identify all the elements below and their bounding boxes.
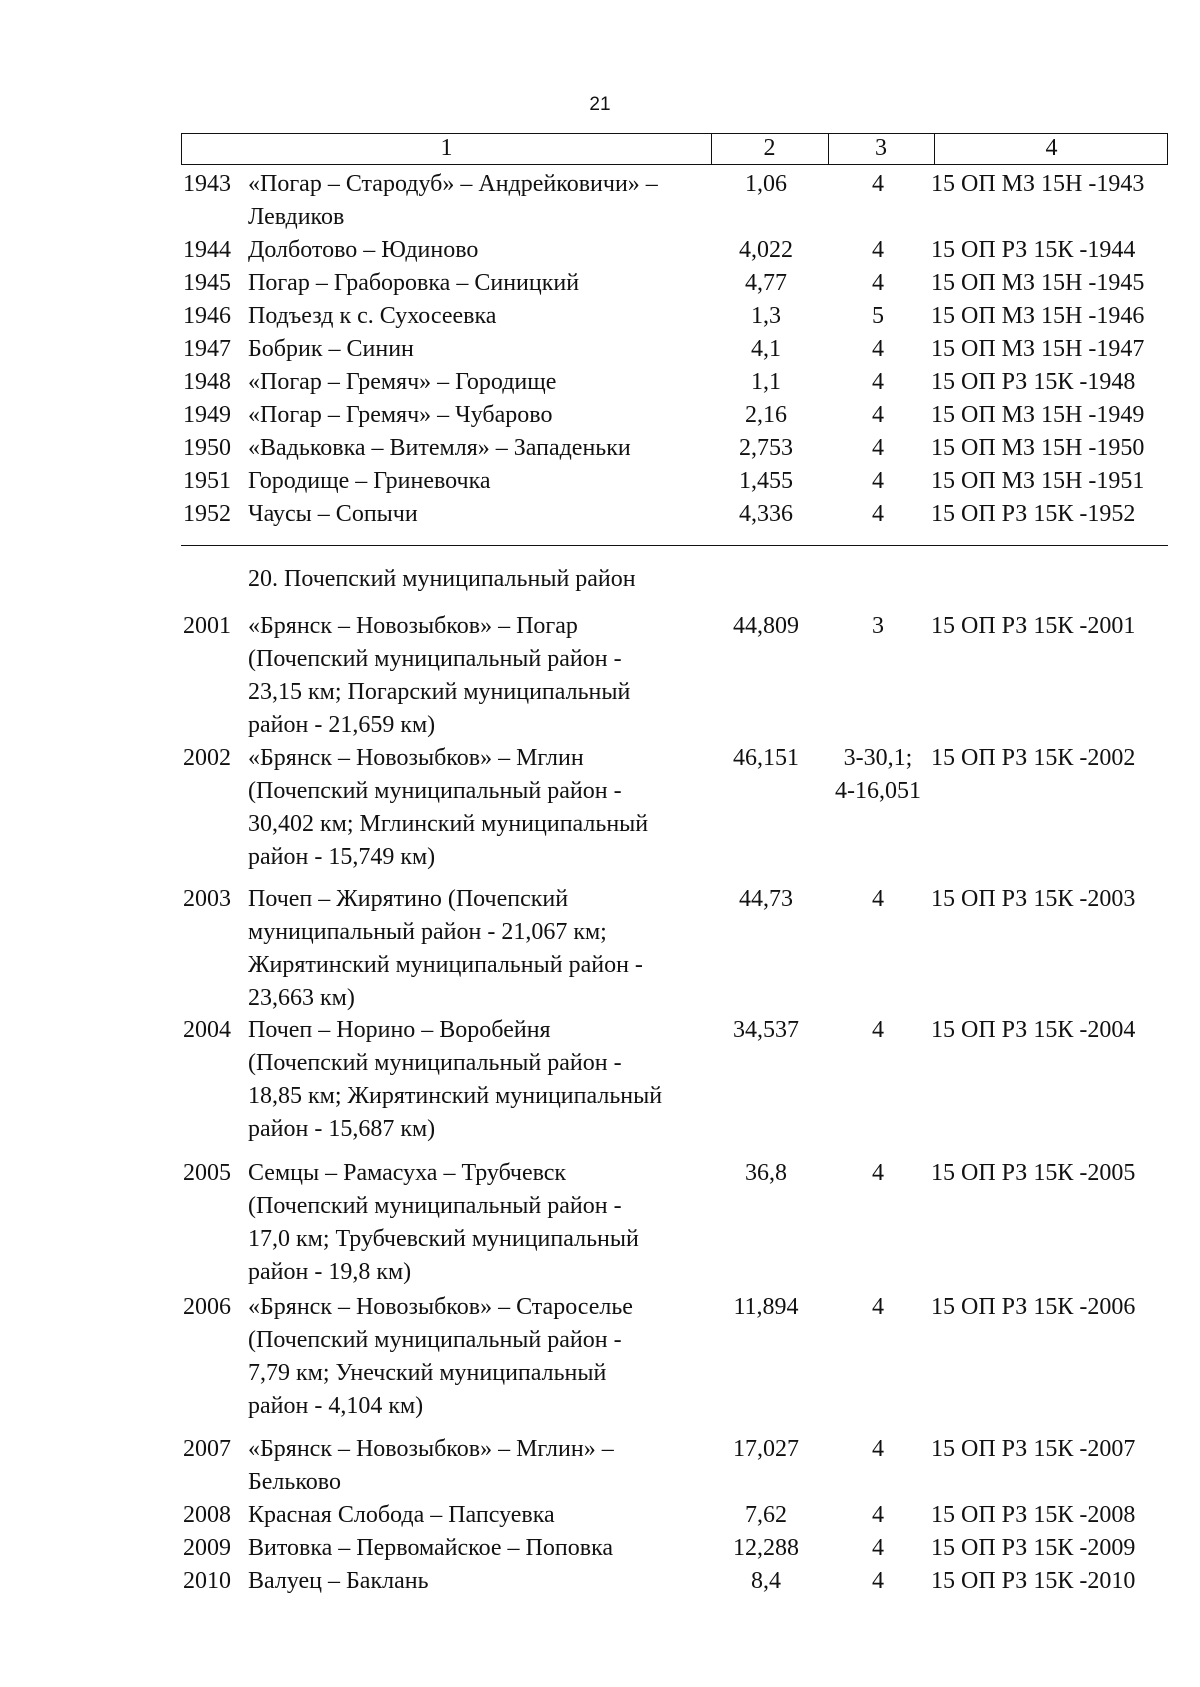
- road-number-line: 1943: [183, 171, 231, 197]
- road-category-line: 3-30,1;: [843, 745, 913, 771]
- road-number-line: 2002: [183, 745, 231, 771]
- road-number-line: 2009: [183, 1535, 231, 1561]
- road-number: [183, 1565, 243, 1598]
- road-name-line: «Брянск – Новозыбков» – Староселье: [248, 1294, 633, 1320]
- road-category-line: 4: [872, 886, 884, 912]
- road-length: [700, 366, 832, 399]
- road-number: [183, 300, 243, 333]
- road-number: [183, 1014, 243, 1047]
- road-code-line: 15 ОП МЗ 15Н -1947: [931, 336, 1145, 362]
- road-length-line: 1,1: [751, 369, 781, 395]
- road-number: [183, 1291, 243, 1324]
- road-number: [183, 1433, 243, 1466]
- road-category: [822, 366, 934, 399]
- road-category: [822, 883, 934, 916]
- road-length-line: 8,4: [751, 1568, 781, 1594]
- header-col-2: 2: [763, 135, 776, 161]
- road-number: [183, 366, 243, 399]
- road-category: [822, 465, 934, 498]
- road-code-line: 15 ОП РЗ 15К -2003: [931, 886, 1136, 912]
- road-category-line: 4: [872, 1436, 884, 1462]
- road-length-line: 4,1: [751, 336, 781, 362]
- road-number: [183, 498, 243, 531]
- road-number-line: 2005: [183, 1160, 231, 1186]
- road-category-line: 4: [872, 501, 884, 527]
- road-length-line: 46,151: [733, 745, 799, 771]
- road-category: [822, 498, 934, 531]
- road-length: [700, 1565, 832, 1598]
- road-length-line: 12,288: [733, 1535, 799, 1561]
- road-number-line: 1952: [183, 501, 231, 527]
- road-category-line: 4: [872, 1294, 884, 1320]
- road-name-line: Почеп – Норино – Воробейня: [248, 1017, 551, 1043]
- road-code-line: 15 ОП МЗ 15Н -1949: [931, 402, 1145, 428]
- road-code: [931, 465, 1171, 498]
- road-length-line: 4,336: [739, 501, 793, 527]
- road-name-line: Долботово – Юдиново: [248, 237, 479, 263]
- road-name: [248, 742, 710, 874]
- road-code: [931, 742, 1171, 775]
- road-name-line: Левдиков: [248, 204, 345, 230]
- road-length: [700, 742, 832, 775]
- road-length-line: 1,06: [745, 171, 787, 197]
- road-code-line: 15 ОП РЗ 15К -2002: [931, 745, 1136, 771]
- road-category-line: 4: [872, 369, 884, 395]
- road-number-line: 1949: [183, 402, 231, 428]
- header-col-3: 3: [875, 135, 887, 161]
- road-number: [183, 465, 243, 498]
- road-category: [822, 1291, 934, 1324]
- road-code: [931, 1157, 1171, 1190]
- road-number: [183, 399, 243, 432]
- road-name-line: Подъезд к с. Сухосеевка: [248, 303, 497, 329]
- road-category-line: 3: [872, 613, 884, 639]
- road-length-line: 44,73: [739, 886, 793, 912]
- road-category: [822, 1532, 934, 1565]
- road-name-line: район - 4,104 км): [248, 1393, 424, 1419]
- road-length: [700, 168, 832, 201]
- road-name-line: 23,15 км; Погарский муниципальный: [248, 679, 631, 705]
- road-number-line: 1947: [183, 336, 231, 362]
- road-code-line: 15 ОП РЗ 15К -1944: [931, 237, 1136, 263]
- road-number: [183, 333, 243, 366]
- road-code: [931, 399, 1171, 432]
- road-length: [700, 465, 832, 498]
- road-code: [931, 883, 1171, 916]
- road-name: [248, 1499, 710, 1532]
- road-number: [183, 1157, 243, 1190]
- road-number: [183, 1532, 243, 1565]
- road-number: [183, 432, 243, 465]
- road-name: [248, 883, 710, 1015]
- road-number-line: 2006: [183, 1294, 231, 1320]
- road-name-line: «Погар – Гремяч» – Чубарово: [248, 402, 553, 428]
- road-category: [822, 1014, 934, 1047]
- road-name: [248, 234, 710, 267]
- road-number-line: 1951: [183, 468, 231, 494]
- road-number: [183, 883, 243, 916]
- road-name: [248, 465, 710, 498]
- road-name: [248, 1565, 710, 1598]
- road-name: [248, 1157, 710, 1289]
- road-code-line: 15 ОП МЗ 15Н -1950: [931, 435, 1145, 461]
- road-code: [931, 366, 1171, 399]
- road-code-line: 15 ОП РЗ 15К -2005: [931, 1160, 1136, 1186]
- road-length-line: 34,537: [733, 1017, 799, 1043]
- road-number: [183, 267, 243, 300]
- road-length: [700, 883, 832, 916]
- road-name-line: 30,402 км; Мглинский муниципальный: [248, 811, 649, 837]
- road-length-line: 17,027: [733, 1436, 799, 1462]
- road-length: [700, 498, 832, 531]
- road-length-line: 36,8: [745, 1160, 787, 1186]
- road-code-line: 15 ОП РЗ 15К -2004: [931, 1017, 1136, 1043]
- road-code-line: 15 ОП РЗ 15К -2009: [931, 1535, 1136, 1561]
- road-name-line: район - 21,659 км): [248, 712, 436, 738]
- road-code: [931, 234, 1171, 267]
- road-category-line: 5: [872, 303, 884, 329]
- road-code: [931, 1565, 1171, 1598]
- road-category: [822, 267, 934, 300]
- road-length: [700, 333, 832, 366]
- road-name: [248, 1014, 710, 1146]
- road-number-line: 2008: [183, 1502, 231, 1528]
- road-category-line: 4: [872, 171, 884, 197]
- road-code: [931, 1291, 1171, 1324]
- road-category-line: 4-16,051: [835, 778, 921, 804]
- road-name: [248, 1532, 710, 1565]
- road-length-line: 44,809: [733, 613, 799, 639]
- road-category-line: 4: [872, 1160, 884, 1186]
- road-code: [931, 432, 1171, 465]
- road-name: [248, 498, 710, 531]
- road-number: [183, 742, 243, 775]
- road-length: [700, 610, 832, 643]
- road-name-line: «Вадьковка – Витемля» – Западеньки: [248, 435, 631, 461]
- table-header: [181, 133, 1168, 165]
- road-number: [183, 610, 243, 643]
- road-code: [931, 498, 1171, 531]
- road-code: [931, 267, 1171, 300]
- road-category: [822, 1565, 934, 1598]
- road-category: [822, 399, 934, 432]
- road-name: [248, 168, 710, 234]
- road-name-line: муниципальный район - 21,067 км;: [248, 919, 607, 945]
- road-name-line: «Погар – Стародуб» – Андрейковичи» –: [248, 171, 658, 197]
- road-name: [248, 610, 710, 742]
- road-code-line: 15 ОП РЗ 15К -1948: [931, 369, 1136, 395]
- section-divider: [181, 545, 1168, 546]
- road-category-line: 4: [872, 402, 884, 428]
- road-code: [931, 1014, 1171, 1047]
- road-number-line: 2003: [183, 886, 231, 912]
- road-length-line: 1,455: [739, 468, 793, 494]
- road-number-line: 1944: [183, 237, 231, 263]
- road-name-line: Жирятинский муниципальный район -: [248, 952, 643, 978]
- road-name-line: Почеп – Жирятино (Почепский: [248, 886, 569, 912]
- road-length: [700, 234, 832, 267]
- road-name-line: Красная Слобода – Папсуевка: [248, 1502, 555, 1528]
- road-name-line: «Брянск – Новозыбков» – Погар: [248, 613, 578, 639]
- road-number-line: 2001: [183, 613, 231, 639]
- road-category: [822, 1433, 934, 1466]
- road-length: [700, 1532, 832, 1565]
- road-code: [931, 1499, 1171, 1532]
- road-category: [822, 1157, 934, 1190]
- road-name-line: 18,85 км; Жирятинский муниципальный: [248, 1083, 663, 1109]
- road-number-line: 1945: [183, 270, 231, 296]
- road-category: [822, 1499, 934, 1532]
- road-category: [822, 432, 934, 465]
- road-name-line: (Почепский муниципальный район -: [248, 1050, 622, 1076]
- road-length-line: 11,894: [733, 1294, 799, 1320]
- road-code: [931, 168, 1171, 201]
- road-code-line: 15 ОП МЗ 15Н -1946: [931, 303, 1145, 329]
- road-category: [822, 300, 934, 333]
- road-category: [822, 742, 934, 808]
- road-name-line: Витовка – Первомайское – Поповка: [248, 1535, 614, 1561]
- road-length-line: 1,3: [751, 303, 781, 329]
- road-code-line: 15 ОП МЗ 15Н -1945: [931, 270, 1145, 296]
- road-name-line: район - 15,749 км): [248, 844, 436, 870]
- road-length: [700, 300, 832, 333]
- road-name: [248, 267, 710, 300]
- road-code-line: 15 ОП РЗ 15К -2006: [931, 1294, 1136, 1320]
- road-number-line: 2004: [183, 1017, 231, 1043]
- road-name-line: Погар – Граборовка – Синицкий: [248, 270, 580, 296]
- road-code: [931, 1433, 1171, 1466]
- road-category-line: 4: [872, 1502, 884, 1528]
- road-name-line: Бельково: [248, 1469, 341, 1495]
- road-name-line: Бобрик – Синин: [248, 336, 414, 362]
- road-name-line: «Погар – Гремяч» – Городище: [248, 369, 557, 395]
- road-category-line: 4: [872, 336, 884, 362]
- road-code-line: 15 ОП МЗ 15Н -1951: [931, 468, 1145, 494]
- road-name-line: Городище – Гриневочка: [248, 468, 491, 494]
- road-number: [183, 234, 243, 267]
- road-name: [248, 1291, 710, 1423]
- road-length-line: 2,16: [745, 402, 787, 428]
- road-name: [248, 399, 710, 432]
- road-category: [822, 333, 934, 366]
- road-name-line: «Брянск – Новозыбков» – Мглин» –: [248, 1436, 614, 1462]
- road-name-line: район - 15,687 км): [248, 1116, 436, 1142]
- road-category-line: 4: [872, 1017, 884, 1043]
- road-length: [700, 432, 832, 465]
- road-name: [248, 1433, 710, 1499]
- road-number: [183, 168, 243, 201]
- road-category-line: 4: [872, 468, 884, 494]
- road-category: [822, 168, 934, 201]
- road-number-line: 2010: [183, 1568, 231, 1594]
- road-name: [248, 333, 710, 366]
- road-name-line: Чаусы – Сопычи: [248, 501, 418, 527]
- road-code-line: 15 ОП РЗ 15К -2001: [931, 613, 1136, 639]
- road-number-line: 1948: [183, 369, 231, 395]
- road-code-line: 15 ОП РЗ 15К -2010: [931, 1568, 1136, 1594]
- road-length-line: 4,022: [739, 237, 793, 263]
- road-category: [822, 610, 934, 643]
- road-length: [700, 267, 832, 300]
- road-category-line: 4: [872, 1535, 884, 1561]
- road-number-line: 1950: [183, 435, 231, 461]
- road-code: [931, 610, 1171, 643]
- road-code: [931, 333, 1171, 366]
- road-name-line: 23,663 км): [248, 985, 355, 1011]
- road-code-line: 15 ОП РЗ 15К -2008: [931, 1502, 1136, 1528]
- header-col-4: 4: [1045, 135, 1058, 161]
- road-length: [700, 1157, 832, 1190]
- road-name-line: (Почепский муниципальный район -: [248, 646, 622, 672]
- road-name: [248, 300, 710, 333]
- road-name-line: (Почепский муниципальный район -: [248, 1327, 622, 1353]
- road-code: [931, 1532, 1171, 1565]
- road-name-line: 17,0 км; Трубчевский муниципальный: [248, 1226, 639, 1252]
- road-category-line: 4: [872, 1568, 884, 1594]
- road-name-line: Валуец – Баклань: [248, 1568, 429, 1594]
- road-length-line: 4,77: [745, 270, 787, 296]
- road-length: [700, 1499, 832, 1532]
- header-col-1: 1: [440, 135, 453, 161]
- road-name-line: «Брянск – Новозыбков» – Мглин: [248, 745, 584, 771]
- road-category-line: 4: [872, 237, 884, 263]
- road-category-line: 4: [872, 435, 884, 461]
- road-name-line: (Почепский муниципальный район -: [248, 1193, 622, 1219]
- road-length: [700, 1291, 832, 1324]
- road-length: [700, 399, 832, 432]
- road-name-line: (Почепский муниципальный район -: [248, 778, 622, 804]
- road-code-line: 15 ОП МЗ 15Н -1943: [931, 171, 1145, 197]
- road-length-line: 2,753: [739, 435, 793, 461]
- page-number: 21: [589, 94, 611, 115]
- road-name-line: Семцы – Рамасуха – Трубчевск: [248, 1160, 567, 1186]
- road-length: [700, 1433, 832, 1466]
- road-name-line: 7,79 км; Унечский муниципальный: [248, 1360, 607, 1386]
- road-category: [822, 234, 934, 267]
- section-title: 20. Почепский муниципальный район: [248, 566, 636, 592]
- road-code: [931, 300, 1171, 333]
- road-name-line: район - 19,8 км): [248, 1259, 412, 1285]
- road-code-line: 15 ОП РЗ 15К -1952: [931, 501, 1136, 527]
- road-category-line: 4: [872, 270, 884, 296]
- road-length: [700, 1014, 832, 1047]
- road-name: [248, 432, 710, 465]
- road-code-line: 15 ОП РЗ 15К -2007: [931, 1436, 1136, 1462]
- road-length-line: 7,62: [745, 1502, 787, 1528]
- road-name: [248, 366, 710, 399]
- road-number-line: 1946: [183, 303, 231, 329]
- road-number-line: 2007: [183, 1436, 231, 1462]
- road-number: [183, 1499, 243, 1532]
